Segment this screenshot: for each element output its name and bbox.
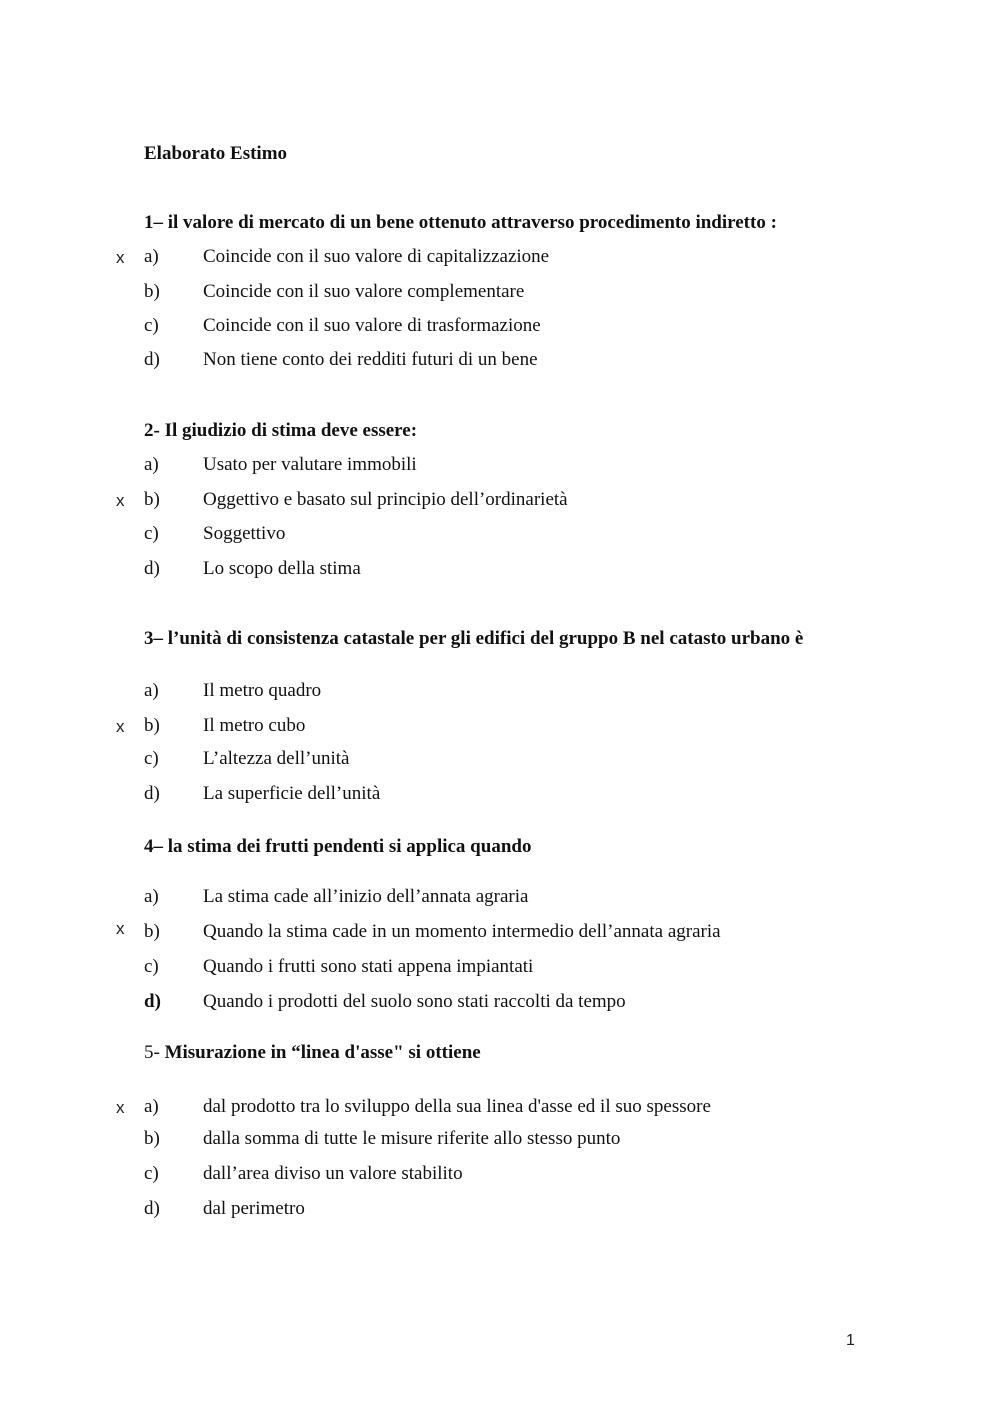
question-2-text: Il giudizio di stima deve essere: [164, 420, 418, 441]
option-text: Quando i prodotti del suolo sono stati raccolti da tempo [203, 991, 626, 1012]
question-1-number: 1– [144, 212, 163, 233]
question-2-option-d [0, 557, 800, 581]
option-letter: c) [144, 748, 159, 769]
question-1-option-c [0, 314, 800, 338]
option-letter: b) [144, 489, 160, 510]
option-letter: a) [144, 454, 159, 475]
option-letter: a) [144, 886, 159, 907]
option-letter: b) [144, 921, 160, 942]
question-2-option-c [0, 522, 800, 546]
option-text: La stima cade all’inizio dell’annata agraria [203, 886, 529, 907]
question-3-option-c [0, 747, 800, 771]
option-text: Soggettivo [203, 523, 286, 544]
question-5-option-d [0, 1197, 800, 1221]
question-4-option-b [0, 920, 800, 944]
option-text: dal prodotto tra lo sviluppo della sua linea d'asse ed il suo spessore [203, 1096, 711, 1117]
question-4-text: la stima dei frutti pendenti si applica quando [167, 836, 532, 857]
option-text: Quando la stima cade in un momento intermedio dell’annata agraria [203, 921, 721, 942]
question-3-option-a [0, 679, 800, 703]
question-5-option-c [0, 1162, 800, 1186]
question-2-number: 2- [144, 420, 160, 441]
question-5-text: Misurazione in “linea d'asse" si ottiene [164, 1042, 481, 1063]
option-letter: d) [144, 1198, 160, 1219]
option-text: Il metro cubo [203, 715, 306, 736]
document-title: Elaborato Estimo [144, 143, 288, 164]
question-4-option-a [0, 885, 800, 909]
question-5-option-a [0, 1095, 800, 1119]
option-letter: c) [144, 315, 159, 336]
question-2-option-b [0, 488, 800, 512]
option-text: Oggettivo e basato sul principio dell’ordinarietà [203, 489, 568, 510]
question-5-heading [144, 1041, 481, 1065]
question-4-heading [144, 835, 531, 859]
question-3-text: l’unità di consistenza catastale per gli edifici del gruppo B nel catasto urbano è [167, 628, 804, 649]
question-5-option-b [0, 1127, 800, 1151]
question-1-heading [144, 211, 777, 235]
question-3-option-b [0, 714, 800, 738]
option-letter: d) [144, 558, 160, 579]
question-4-number: 4– [144, 836, 163, 857]
answer-mark: x [116, 919, 125, 938]
question-5-number: 5- [144, 1042, 160, 1063]
question-1-text: il valore di mercato di un bene ottenuto attraverso procedimento indiretto : [167, 212, 777, 233]
option-text: Il metro quadro [203, 680, 322, 701]
option-text: Non tiene conto dei redditi futuri di un bene [203, 349, 538, 370]
option-letter: c) [144, 1163, 159, 1184]
question-3-option-d [0, 782, 800, 806]
question-3-heading [144, 627, 803, 651]
option-text: dalla somma di tutte le misure riferite allo stesso punto [203, 1128, 621, 1149]
option-text: La superficie dell’unità [203, 783, 381, 804]
option-letter: d) [144, 991, 161, 1012]
answer-mark: x [116, 491, 125, 510]
option-text: Coincide con il suo valore di capitalizzazione [203, 246, 550, 267]
question-2-heading [144, 419, 417, 443]
question-3-number: 3– [144, 628, 163, 649]
option-letter: b) [144, 281, 160, 302]
question-1-option-b [0, 280, 800, 304]
option-letter: b) [144, 715, 160, 736]
question-4-option-c [0, 955, 800, 979]
option-letter: a) [144, 1096, 159, 1117]
option-text: Coincide con il suo valore di trasformazione [203, 315, 541, 336]
option-text: Usato per valutare immobili [203, 454, 417, 475]
option-text: L’altezza dell’unità [203, 748, 350, 769]
option-letter: a) [144, 680, 159, 701]
question-1-option-d [0, 348, 800, 372]
option-text: Coincide con il suo valore complementare [203, 281, 525, 302]
page-number: 1 [846, 1332, 855, 1349]
answer-mark: x [116, 717, 125, 736]
option-text: Quando i frutti sono stati appena impiantati [203, 956, 534, 977]
option-letter: d) [144, 349, 160, 370]
option-text: Lo scopo della stima [203, 558, 361, 579]
question-4-option-d [0, 990, 800, 1014]
option-letter: b) [144, 1128, 160, 1149]
question-1-option-a [0, 245, 800, 269]
option-text: dal perimetro [203, 1198, 305, 1219]
option-letter: c) [144, 523, 159, 544]
option-letter: c) [144, 956, 159, 977]
answer-mark: x [116, 248, 125, 267]
option-letter: a) [144, 246, 159, 267]
option-text: dall’area diviso un valore stabilito [203, 1163, 463, 1184]
answer-mark: x [116, 1098, 125, 1117]
option-letter: d) [144, 783, 160, 804]
question-2-option-a [0, 453, 800, 477]
